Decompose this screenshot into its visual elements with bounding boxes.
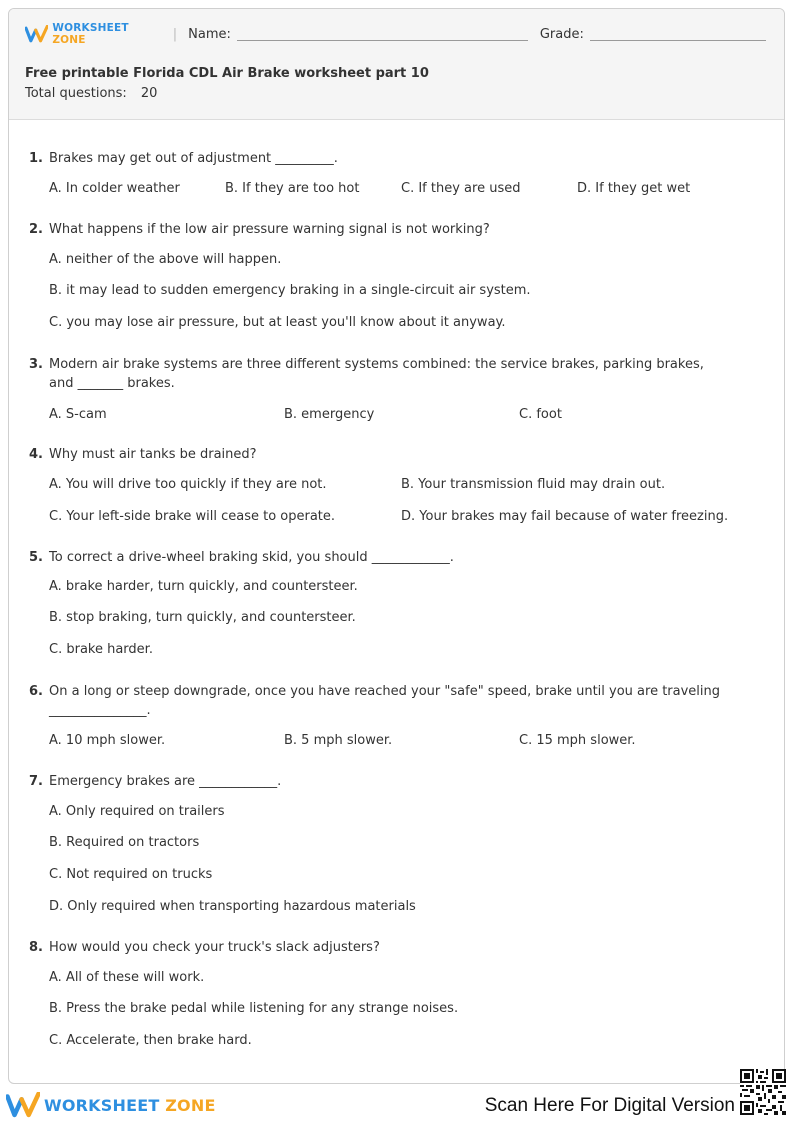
footer-brand-wordmark: WORKSHEET ZONE [44,1095,216,1115]
answer-option[interactable]: C. 15 mph slower. [519,733,636,748]
question-number: 2. [29,222,43,237]
answer-option[interactable]: C. you may lose air pressure, but at least you'll know about it anyway. [49,315,506,330]
answer-option[interactable]: C. Your left-side brake will cease to operate. [49,509,336,524]
answer-option[interactable]: A. All of these will work. [49,970,205,985]
question-text: What happens if the low air pressure warning signal is not working? [49,222,490,237]
question-text: Brakes may get out of adjustment _________. [49,151,338,166]
question-text: On a long or steep downgrade, once you have reached your "safe" speed, brake until you are traveling _______________. [49,684,721,718]
worksheet-page [8,8,785,1084]
answer-option[interactable]: C. If they are used [401,181,521,196]
answer-option[interactable]: B. stop braking, turn quickly, and countersteer. [49,610,356,625]
answer-option[interactable]: C. brake harder. [49,642,153,657]
answer-option[interactable]: A. Only required on trailers [49,804,225,819]
brand-wordmark: WORKSHEET ZONE [52,22,129,46]
question-number: 8. [29,940,43,955]
answer-option[interactable]: B. it may lead to sudden emergency braking in a single-circuit air system. [49,283,531,298]
question-text: How would you check your truck's slack adjusters? [49,940,380,955]
answer-option[interactable]: B. If they are too hot [225,181,360,196]
answer-option[interactable]: C. Not required on trucks [49,867,213,882]
question-number: 3. [29,357,43,372]
question-number: 4. [29,447,43,462]
total-questions [25,86,157,101]
question-text: Emergency brakes are ____________. [49,774,282,789]
answer-option[interactable]: A. In colder weather [49,181,180,196]
answer-option[interactable]: D. Your brakes may fail because of water freezing. [401,509,729,524]
answer-option[interactable]: B. Press the brake pedal while listening for any strange noises. [49,1001,459,1016]
answer-option[interactable]: B. Required on tractors [49,835,200,850]
scan-for-digital-text: Scan Here For Digital Version [484,1095,735,1116]
header-divider: | [172,26,178,42]
total-questions-value: 20 [140,86,158,101]
question-number: 5. [29,550,43,565]
answer-option[interactable]: A. S-cam [49,407,107,422]
total-questions-label: Total questions: [25,86,127,101]
footer-brand-logo [6,1092,216,1118]
answer-option[interactable]: C. foot [519,407,562,422]
answer-option[interactable]: B. Your transmission fluid may drain out. [401,477,666,492]
answer-option[interactable]: D. Only required when transporting hazardous materials [49,899,416,914]
worksheet-title: Free printable Florida CDL Air Brake worksheet part 10 [25,66,429,81]
qr-code-icon[interactable] [740,1069,786,1115]
brand-logo [25,22,163,46]
question-text: Why must air tanks be drained? [49,447,257,462]
question-text: To correct a drive-wheel braking skid, you should ____________. [49,550,454,565]
question-number: 1. [29,151,43,166]
question-text: Modern air brake systems are three different systems combined: the service brakes, parking brakes, and _______ brakes. [49,357,704,391]
worksheet-header [9,9,784,120]
question-number: 7. [29,774,43,789]
answer-option[interactable]: A. You will drive too quickly if they are not. [49,477,327,492]
answer-option[interactable]: B. 5 mph slower. [284,733,393,748]
name-label: Name: [188,26,231,42]
answer-option[interactable]: A. neither of the above will happen. [49,252,282,267]
answer-option[interactable]: C. Accelerate, then brake hard. [49,1033,252,1048]
answer-option[interactable]: B. emergency [284,407,375,422]
worksheetzone-logo-icon [6,1092,40,1118]
page-footer [0,1088,793,1122]
answer-option[interactable]: D. If they get wet [577,181,691,196]
grade-label: Grade: [539,26,584,42]
name-field[interactable] [237,27,528,41]
grade-field[interactable] [590,27,766,41]
worksheetzone-logo-icon [25,25,48,43]
question-number: 6. [29,684,43,699]
answer-option[interactable]: A. 10 mph slower. [49,733,166,748]
answer-option[interactable]: A. brake harder, turn quickly, and countersteer. [49,579,358,594]
